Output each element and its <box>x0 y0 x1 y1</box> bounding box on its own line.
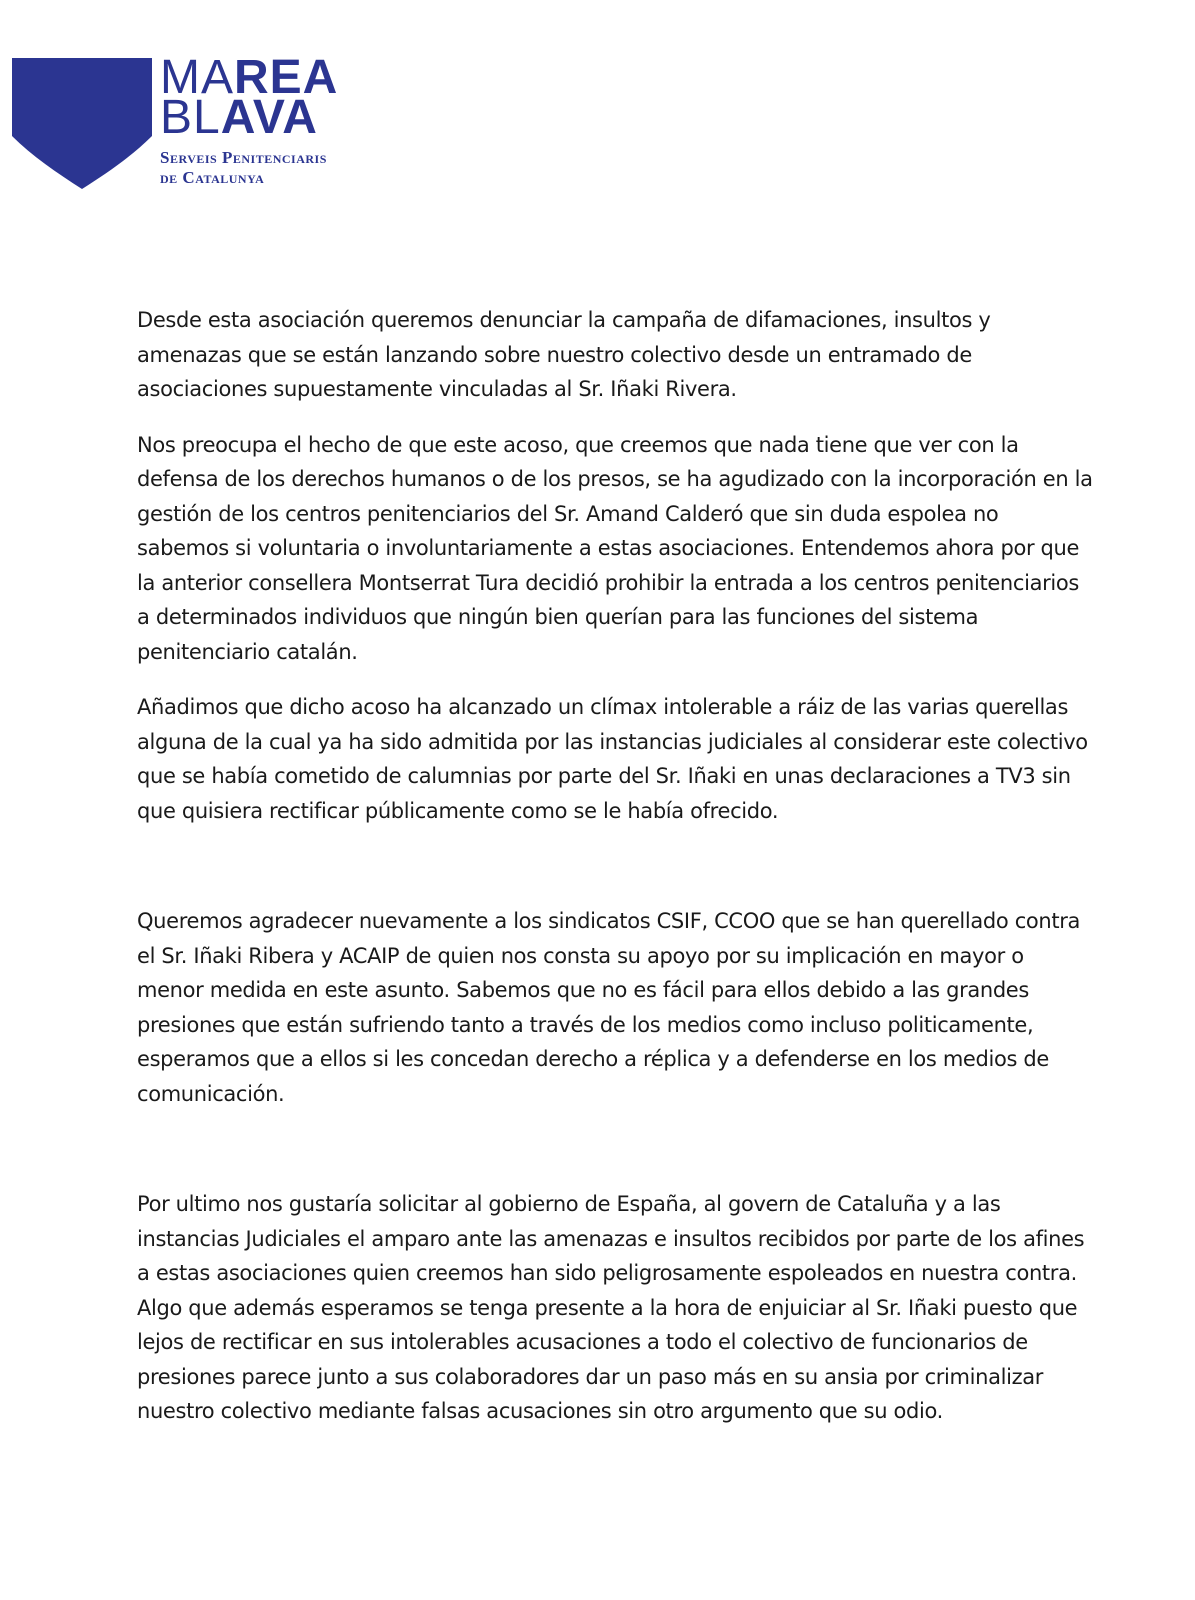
logo-line-2-thin: BL <box>160 91 221 144</box>
logo-line-2 <box>160 91 338 144</box>
logo-subtitle-1: Serveis Penitenciaris <box>160 148 327 167</box>
marea-blava-logo <box>12 51 412 193</box>
logo-line-1-thin: MA <box>160 51 234 104</box>
paragraph-4: Queremos agradecer nuevamente a los sindicatos CSIF, CCOO que se han querellado contra el Sr. Iñaki Ribera y ACAIP de quien nos consta su apoyo por su implicación en mayor o menor medida en este asunto. Sabemos que no es fácil para ellos debido a las grandes presiones que están sufriendo tanto a través de los medios como incluso politicamente, esperamos que a ellos si les concedan derecho a réplica y a defenderse en los medios de comunicación. <box>137 909 1081 1106</box>
paragraph-5: Por ultimo nos gustaría solicitar al gobierno de España, al govern de Cataluña y a las instancias Judiciales el amparo ante las amenazas e insultos recibidos por parte de los afines a estas asociaciones quien creemos han sido peligrosamente espoleados en nuestra contra. Algo que además esperamos se tenga presente a la hora de enjuiciar al Sr. Iñaki puesto que lejos de rectificar en sus intolerables acusaciones a todo el colectivo de funcionarios de presiones parece junto a sus colaboradores dar un paso más en su ansia por criminalizar nuestro colectivo mediante falsas acusaciones sin otro argumento que su odio. <box>137 1192 1085 1423</box>
letter-body <box>137 303 1095 1429</box>
paragraph-2: Nos preocupa el hecho de que este acoso, que creemos que nada tiene que ver con la defensa de los derechos humanos o de los presos, se ha agudizado con la incorporación en la gestión de los centros penitenciarios del Sr. Amand Calderó que sin duda espolea no sabemos si voluntaria o involuntariamente a estas asociaciones. Entendemos ahora por que la anterior consellera Montserrat Tura decidió prohibir la entrada a los centros penitenciarios a determinados individuos que ningún bien querían para las funciones del sistema penitenciario catalán. <box>137 432 1093 664</box>
shield-icon <box>12 58 152 190</box>
paragraph-1: Desde esta asociación queremos denunciar la campaña de difamaciones, insultos y amenazas que se están lanzando sobre nuestro colectivo desde un entramado de asociaciones supuestamente vinculadas al Sr. Iñaki Rivera. <box>137 308 991 401</box>
logo-subtitle-2: de Catalunya <box>160 168 265 187</box>
logo-wordmark <box>160 51 339 188</box>
paragraph-3: Añadimos que dicho acoso ha alcanzado un clímax intolerable a ráiz de las varias querellas alguna de la cual ya ha sido admitida por las instancias judiciales al considerar este colectivo que se había cometido de calumnias por parte del Sr. Iñaki en unas declaraciones a TV3 sin que quisiera rectificar públicamente como se le había ofrecido. <box>137 695 1088 823</box>
logo-line-2-bold: AVA <box>220 91 318 144</box>
logo-line-1-bold: REA <box>234 51 339 104</box>
